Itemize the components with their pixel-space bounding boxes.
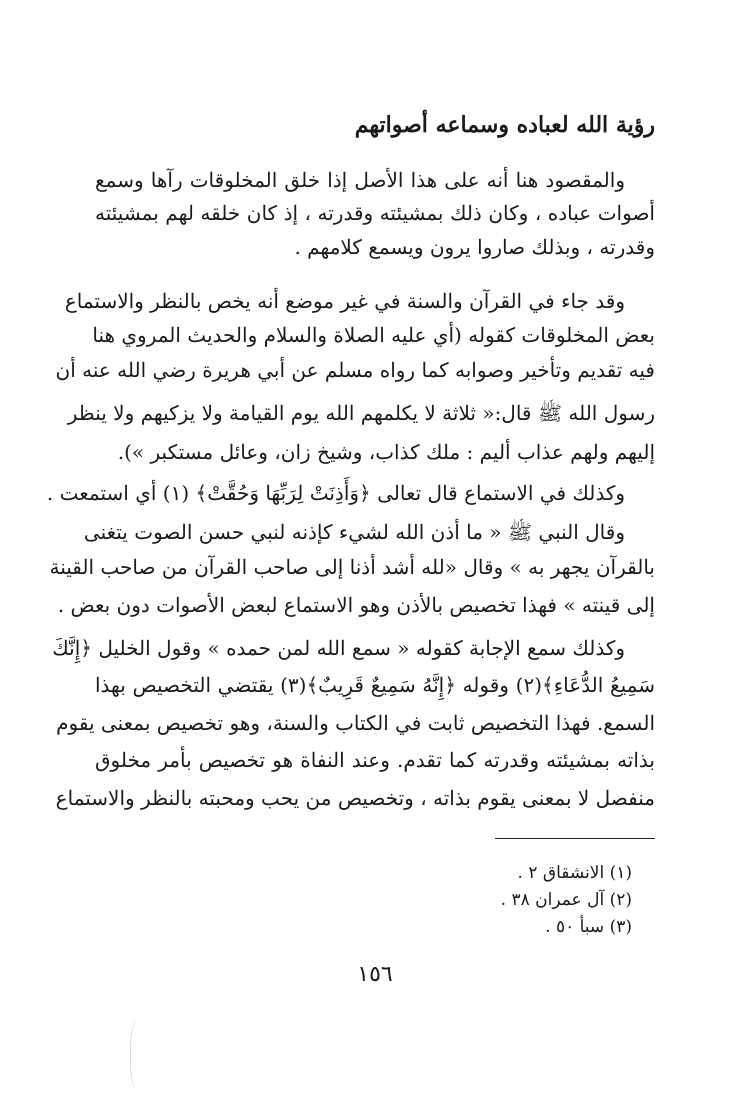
- text-line: وقال النبي ﷺ « ما أذن الله لشيء كإذنه لنبي حسن الصوت يتغنى: [83, 520, 625, 544]
- page-number: ١٥٦: [357, 962, 393, 987]
- text-line: إلى قينته » فهذا تخصيص بالأذن وهو الاستماع لبعض الأصوات دون بعض .: [57, 593, 655, 617]
- text-line: بالقرآن يجهر به » وقال «لله أشد أذنا إلى صاحب القرآن من صاحب القينة: [49, 555, 655, 579]
- text-line: بعض المخلوقات كقوله (أي عليه الصلاة والسلام والحديث المروي هنا: [92, 323, 655, 347]
- text-line: فيه تقديم وتأخير وصوابه كما رواه مسلم عن أبي هريرة رضي الله عنه أن: [55, 358, 655, 382]
- text-line: إليهم ولهم عذاب أليم : ملك كذاب، وشيخ زان، وعائل مستكبر »).: [117, 440, 655, 464]
- text-line: والمقصود هنا أنه على هذا الأصل إذا خلق المخلوقات رآها وسمع: [95, 168, 625, 192]
- scan-artifact: [130, 1020, 149, 1090]
- page-header-title: رؤية الله لعباده وسماعه أصواتهم: [354, 112, 655, 138]
- text-line: وكذلك في الاستماع قال تعالى ﴿وَأَذِنَتْ لِرَبِّهَا وَحُقَّتْ﴾ (١) أي استمعت .: [46, 481, 625, 505]
- footnote: (٢) آل عمران ٣٨ .: [500, 890, 632, 910]
- text-line: رسول الله ﷺ قال:« ثلاثة لا يكلمهم الله يوم القيامة ولا يزكيهم ولا ينظر: [67, 401, 655, 425]
- footnote: (١) الانشقاق ٢ .: [517, 863, 632, 883]
- text-line: بذاته بمشيئته وقدرته كما تقدم. وعند النفاة هو تخصيص بأمر مخلوق: [95, 748, 655, 772]
- text-line: سَمِيعُ الدُّعَاءِ﴾(٢) وقوله ﴿إِنَّهُ سَمِيعٌ قَرِيبٌ﴾(٣) يقتضي التخصيص بهذا: [95, 673, 655, 697]
- text-line: أصوات عباده ، وكان ذلك بمشيئته وقدرته ، إذ كان خلقه لهم بمشيئته: [95, 201, 655, 225]
- text-line: السمع. فهذا التخصيص ثابت في الكتاب والسنة، وهو تخصيص بمعنى يقوم: [56, 711, 655, 735]
- footnote-separator: [495, 838, 655, 839]
- text-line: وكذلك سمع الإجابة كقوله « سمع الله لمن حمده » وقول الخليل ﴿إِنَّكَ: [52, 636, 625, 660]
- footnote: (٣) سبأ ٥٠ .: [545, 917, 632, 937]
- text-line: منفصل لا بمعنى يقوم بذاته ، وتخصيص من يحب ومحبته بالنظر والاستماع: [55, 786, 655, 810]
- text-line: وقدرته ، وبذلك صاروا يرون ويسمع كلامهم .: [294, 235, 655, 259]
- text-line: وقد جاء في القرآن والسنة في غير موضع أنه يخص بالنظر والاستماع: [64, 289, 625, 313]
